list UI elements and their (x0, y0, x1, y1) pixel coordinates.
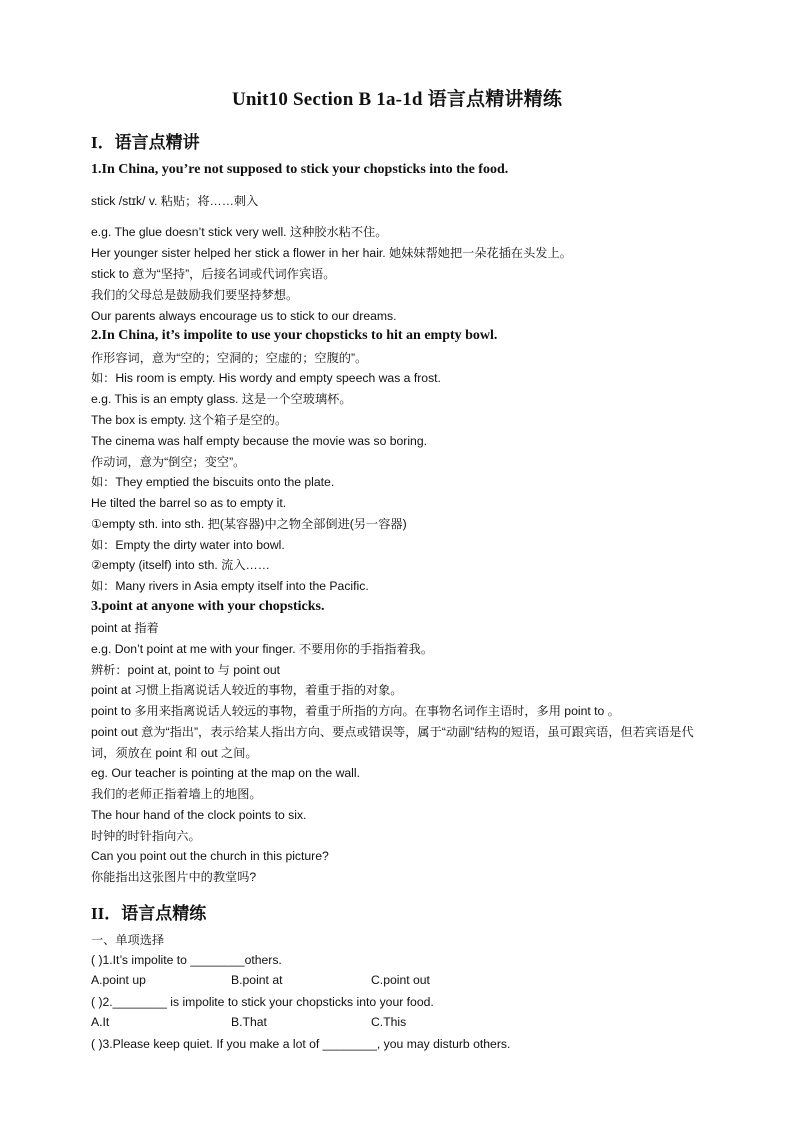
text-line: The cinema was half empty because the movie was so boring. (91, 434, 428, 448)
text-line: The hour hand of the clock points to six. (91, 808, 307, 822)
text-line: e.g. Don’t point at me with your finger. 不要用你的手指指着我。 (91, 642, 434, 656)
text-paragraph: point out 意为“指出”，表示给某人指出方向、要点或错误等，属于“动副”结构的短语，虽可跟宾语，但若宾语是代词，须放在 point 和 out 之间。 (91, 725, 694, 760)
section-heading-2: II．语言点精练 (91, 904, 207, 923)
text-line: 如：They emptied the biscuits onto the plate. (91, 475, 335, 489)
text-line: stick to 意为“坚持”，后接名词或代词作宾语。 (91, 267, 336, 281)
text-line: ②empty (itself) into sth. 流入…… (91, 558, 270, 572)
text-line: e.g. This is an empty glass. 这是一个空玻璃杯。 (91, 392, 352, 406)
text-line: Our parents always encourage us to stick to our dreams. (91, 309, 397, 323)
text-line: 作动词，意为“倒空；变空”。 (91, 455, 246, 469)
text-line: ①empty sth. into sth. 把(某容器)中之物全部倒进(另一容器) (91, 517, 407, 531)
q2-option-a: A.It (91, 1015, 110, 1029)
text-line: point at 习惯上指离说话人较近的事物，着重于指的对象。 (91, 683, 403, 697)
text-line: 我们的父母总是鼓励我们要坚持梦想。 (91, 288, 299, 302)
section-heading-1: I．语言点精讲 (91, 133, 200, 152)
text-line: 如：Many rivers in Asia empty itself into the Pacific. (91, 579, 369, 593)
q1-option-b: B.point at (231, 973, 283, 987)
point-3-heading: 3.point at anyone with your chopsticks. (91, 599, 325, 614)
page-title: Unit10 Section B 1a-1d 语言点精讲精练 (231, 89, 563, 110)
question-2: ( )2.________ is impolite to stick your chopsticks into your food. (91, 995, 434, 1009)
q1-option-c: C.point out (371, 973, 430, 987)
point-2-heading: 2.In China, it’s impolite to use your chopsticks to hit an empty bowl. (91, 328, 498, 343)
text-line: point to 多用来指离说话人较远的事物，着重于所指的方向。在事物名词作主语时，多用 point to 。 (91, 704, 620, 718)
text-line: eg. Our teacher is pointing at the map on the wall. (91, 766, 360, 780)
text-line: 辨析：point at, point to 与 point out (91, 663, 281, 677)
q2-option-c: C.This (371, 1015, 407, 1029)
text-line: point at 指着 (91, 621, 159, 635)
text-line: 如：His room is empty. His wordy and empty speech was a frost. (91, 371, 441, 385)
text-line: Her younger sister helped her stick a flower in her hair. 她妹妹帮她把一朵花插在头发上。 (91, 246, 572, 260)
text-line: e.g. The glue doesn’t stick very well. 这种胶水粘不住。 (91, 225, 388, 239)
exercise-heading: 一、单项选择 (91, 933, 165, 947)
text-line: Can you point out the church in this picture? (91, 849, 329, 863)
text-line: He tilted the barrel so as to empty it. (91, 496, 287, 510)
question-1: ( )1.It’s impolite to ________others. (91, 953, 282, 967)
text-line: stick /stɪk/ v. 粘贴；将……刺入 (91, 194, 259, 208)
q2-option-b: B.That (231, 1015, 267, 1029)
text-line: 如：Empty the dirty water into bowl. (91, 538, 285, 552)
point-1-heading: 1.In China, you’re not supposed to stick your chopsticks into the food. (91, 162, 509, 177)
text-line: 作形容词，意为“空的；空洞的；空虚的；空腹的”。 (91, 351, 368, 365)
text-line: 时钟的时针指向六。 (91, 829, 201, 843)
text-line: 你能指出这张图片中的教堂吗? (91, 870, 257, 884)
text-line: The box is empty. 这个箱子是空的。 (91, 413, 288, 427)
question-3: ( )3.Please keep quiet. If you make a lot of ________, you may disturb others. (91, 1037, 511, 1051)
text-line: 我们的老师正指着墙上的地图。 (91, 787, 262, 801)
q1-option-a: A.point up (91, 973, 146, 987)
